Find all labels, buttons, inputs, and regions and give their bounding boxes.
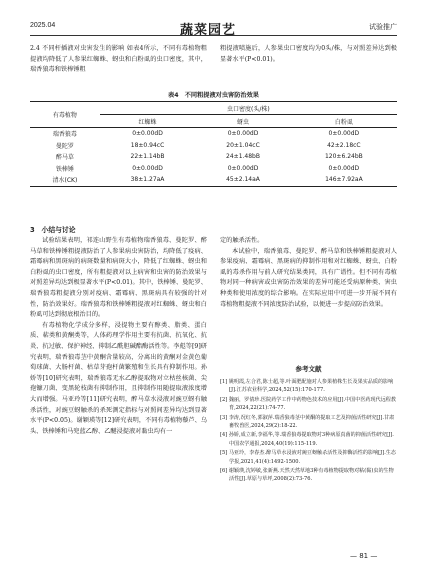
cell: 24±1.48bB — [226, 153, 260, 161]
header-whitefly: 白粉虱 — [291, 115, 397, 128]
reference-item: [5] 马亚玲，李春杰.醉马草水浸液对豌豆蚜触杀活性及抑酶活性的影响[J].生态学报,2021,41(4):1492-1500. — [220, 450, 396, 465]
cell: 38±1.27aA — [100, 174, 195, 186]
cell: 146±7.92aA — [291, 174, 397, 186]
reference-item: [4] 孙娇,成立新,李福华,等.瑞香狼毒提取物对3种病原真菌的抑菌活性研究[J].中国农学通报,2024,40(19):115-119. — [220, 432, 394, 447]
header-aphid: 蚜虫 — [195, 115, 290, 128]
section-3-paragraph-1: 试验结果表明，祁连山野生有毒植物瑞香狼毒、曼陀罗、醉马草和铁棒锤粗提液防治了人参果病虫害防治，均降低了疫病、霜霉病和黑斑病的病斑数量和病斑大小，降低了红蜘蛛、蚜虫和白粉虱的虫口密度，所有粗提液对以上病害和虫害的防治效果与对照差异均达到极显著水平(P<0.01)。其中，铁棒锤、曼陀罗、瑞香狼毒粗提液分别对疫病、霜霉病、黑斑病具有较强的针对性，防治效果好。瑞香狼毒和铁棒锤粗提液对红蜘蛛、蚜虫和白粉虱可达到彻底根治目的。 — [30, 237, 207, 319]
bottom-right-column — [220, 236, 397, 310]
reference-item: [1] 姚明霞,左合君,陈士超,等.叶面肥配施对人参果植株生长及果实品质的影响[J].江苏农业科学,2024,52(15):170-177. — [220, 379, 394, 394]
top-left-column — [30, 44, 207, 76]
page-number: — 81 — — [350, 552, 378, 560]
cell: 18±0.94cC — [130, 141, 165, 149]
section-3-heading: 3 小结与讨论 — [30, 226, 76, 234]
header-rule — [30, 35, 397, 36]
cell: 0±0.00dD — [227, 130, 259, 138]
row-name: 清水(CK) — [30, 174, 100, 186]
table-row — [30, 128, 397, 140]
table-row — [30, 163, 397, 175]
reference-item: [6] 谢颖瑛,沈婷敏,张新燕.天然天然草地3种有毒植物提取物对粘(黏)虫的生物活性[J].草原与草坪,2008(2):73-76. — [220, 468, 394, 483]
cell: 0±0.00dD — [328, 164, 360, 172]
section-3-paragraph-2: 有毒植物化学成分多样，浸提物主要有醇类、脂类、蛋白质、萜类和黄酮类等，人体药理学作用主要有抗菌、抗氧化、抗炎、抗过敏、保护神经、抑制乙酰胆碱酯酶活性等。李彪等[9]研究表明，瑞香狼毒茎中黄酮含量较高，分离出的黄酮对金黄色葡萄球菌、大肠杆菌、枯草芽孢杆菌繁殖和生长具有抑制作用。孙娇等[10]研究表明，瑞香狼毒无水乙醇提取物对立枯丝核菌、尖孢镰刀菌、变黑轮枝菌有抑制作用，且抑制作用随提取液浓度增大而增强。马亚玲等[11]研究表明，醉马草水浸液对豌豆蚜有触杀活性，对豌豆蚜触杀的杀死测定指标与对照间差异均达到显著水平(P<0.05)。谢颖瑛等[12]研究表明，不同有毒植物藜芦、乌头、铁棒锤和马兜蓝乙醇、乙醚浸提液对黏虫均有一 — [30, 321, 207, 435]
cell: 45±2.14aA — [195, 174, 290, 186]
reference-item: [3] 李涛,况红冬,郭淑萍.瑞香狼毒茎中黄酮的提取工艺及抑菌活性研究[J].甘肃畜牧兽医,2024,29(2):18-22. — [220, 414, 395, 430]
row-name: 醉马草 — [55, 154, 74, 162]
conclusion-paragraph: 本试验中，瑞香狼毒、曼陀罗、醉马草和铁棒锤粗提液对人参果疫病、霜霉病、黑斑病的抑制作用和对红蜘蛛、蚜虫、白粉虱的毒杀作用与前人研究结果类同，具有广谱性。但不同有毒植物对同一种病害或虫害防治效果的差异可能还受病原种类、害虫种类和使用浓度的综合影响。在实际应用中可进一步开展不同有毒植物粗提液不同浓度防治试验，以便进一步提高防治效果。 — [220, 247, 397, 308]
table-caption: 表4 不同粗提液对虫害防治效果 — [168, 92, 259, 99]
continuation-paragraph: 粗提液喷施后，人参果虫口密度均为0头/株，与对照差异达到极显著水平(P<0.01)。 — [220, 45, 397, 63]
cell: 0±0.00dD — [132, 164, 163, 172]
cell: 0±0.00dD — [132, 130, 163, 138]
cell: 20±1.04cC — [226, 141, 260, 149]
cell: 0±0.00dD — [328, 130, 360, 138]
row-name: 瑞香狼毒 — [52, 131, 77, 139]
table-row — [30, 140, 397, 152]
header-plant: 有毒植物 — [30, 102, 100, 128]
references-list — [220, 378, 397, 485]
references-heading: 参考文献 — [295, 365, 322, 373]
table-row — [30, 174, 397, 186]
issue-date: 2025.04 — [30, 22, 56, 29]
journal-title: 蔬菜园艺 — [180, 23, 237, 38]
cell: 22±1.14bB — [130, 153, 165, 161]
cell: 42±2.18cC — [327, 141, 361, 149]
bottom-left-column — [30, 236, 207, 437]
section-2-4-paragraph: 2.4 不同杆插液对虫害发生的影响 如表4所示，不同有毒植物粗提液均降低了人参果红蜘蛛、蚜虫和白粉虱的虫口密度，其中，瑞香狼毒和铁棒锤粗 — [30, 45, 207, 74]
row-name: 曼陀罗 — [55, 142, 74, 150]
table-row — [30, 151, 397, 163]
continuation-text: 定的触杀活性。 — [220, 237, 264, 244]
section-label: 试验推广 — [369, 23, 397, 31]
cell: 0±0.00dD — [227, 164, 259, 172]
header-density: 虫口密度(头/株) — [100, 102, 397, 115]
reference-item: [2] 魏丽，罗倩珍.医院药学工作中药物色技术的应用[J].中国中医药现代远程教育,2024,22(21):74-77. — [220, 396, 396, 412]
row-name: 铁棒锤 — [55, 165, 74, 173]
top-right-column — [220, 44, 397, 65]
header-red-spider: 红蜘蛛 — [100, 115, 195, 128]
cell: 120±6.24bB — [324, 153, 363, 161]
pest-control-table — [30, 101, 397, 187]
